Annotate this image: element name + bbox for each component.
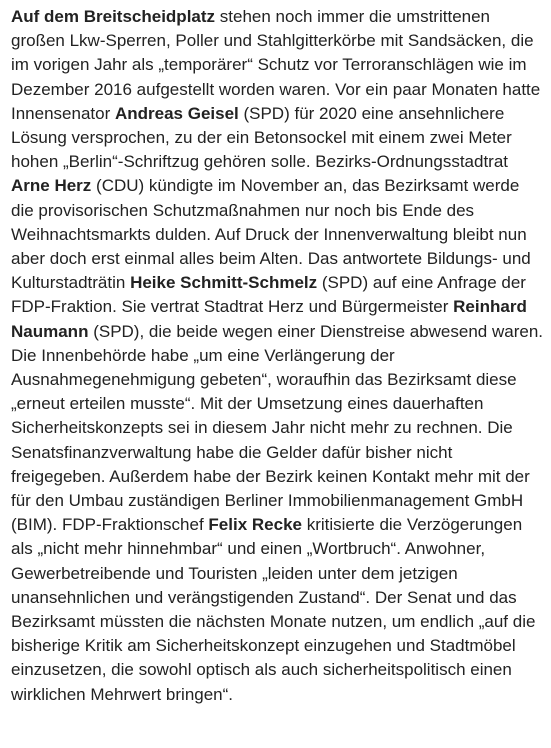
text-line bbox=[11, 102, 541, 126]
person-name-bold: Naumann bbox=[11, 321, 89, 341]
text-line bbox=[11, 562, 541, 586]
text-line bbox=[11, 489, 541, 513]
text-run: bisherige Kritik am Sicherheitskonzept einzugehen und Stadtmöbel bbox=[11, 636, 516, 656]
text-line bbox=[11, 392, 541, 416]
text-run: (SPD), die beide wegen einer Dienstreise abwesend waren. bbox=[88, 321, 543, 341]
text-run: großen Lkw-Sperren, Poller und Stahlgitterkörbe mit Sandsäcken, die bbox=[11, 31, 534, 51]
text-line bbox=[11, 223, 541, 247]
text-run: Senatsfinanzverwaltung habe die Gelder dafür bisher nicht bbox=[11, 442, 453, 462]
text-run: (CDU) kündigte im November an, das Bezirksamt werde bbox=[91, 176, 520, 196]
text-run: freigegeben. Außerdem habe der Bezirk keinen Kontakt mehr mit der bbox=[11, 466, 530, 486]
person-name-bold: Reinhard bbox=[453, 297, 527, 317]
text-run: wirklichen Mehrwert bringen“. bbox=[11, 684, 234, 704]
text-run: Die Innenbehörde habe „um eine Verlängerung der bbox=[11, 345, 395, 365]
text-line bbox=[11, 150, 541, 174]
text-run: stehen noch immer die umstrittenen bbox=[215, 7, 491, 26]
text-run: Lösung versprochen, zu der ein Betonsockel mit einem zwei Meter bbox=[11, 128, 512, 148]
text-line bbox=[11, 320, 541, 344]
text-line bbox=[11, 53, 541, 77]
text-run: Gewerbetreibende und Touristen „leiden unter dem jetzigen bbox=[11, 563, 458, 583]
text-run: Weihnachtsmarkts dulden. Auf Druck der Innenverwaltung bleibt nun bbox=[11, 224, 527, 244]
text-line bbox=[11, 295, 541, 319]
text-run: kritisierte die Verzögerungen bbox=[301, 515, 523, 535]
text-line bbox=[11, 126, 541, 150]
text-run: im vorigen Jahr als „temporärer“ Schutz vor Terroranschlägen wie im bbox=[11, 55, 527, 75]
text-line bbox=[11, 344, 541, 368]
text-line bbox=[11, 513, 541, 537]
text-line bbox=[11, 247, 541, 271]
text-run: einzusetzen, die sowohl optisch als auch sicherheitspolitisch einen bbox=[11, 660, 512, 680]
text-line bbox=[11, 537, 541, 561]
person-name-bold: Andreas Geisel bbox=[114, 103, 239, 123]
text-run: „erneut erteilen musste“. Mit der Umsetzung eines dauerhaften bbox=[11, 394, 484, 414]
text-line bbox=[11, 174, 541, 198]
person-name-bold: Felix Recke bbox=[208, 515, 302, 535]
text-line bbox=[11, 683, 541, 707]
person-name-bold: Arne Herz bbox=[11, 176, 92, 196]
text-line bbox=[11, 199, 541, 223]
text-run: für den Umbau zuständigen Berliner Immobilienmanagement GmbH bbox=[11, 491, 524, 511]
text-run: (SPD) für 2020 eine ansehnlichere bbox=[238, 103, 505, 123]
text-line bbox=[11, 658, 541, 682]
text-line bbox=[11, 610, 541, 634]
text-run: FDP-Fraktion. Sie vertrat Stadtrat Herz und Bürgermeister bbox=[11, 297, 454, 317]
text-line bbox=[11, 271, 541, 295]
text-line bbox=[11, 634, 541, 658]
text-run: Kulturstadträtin bbox=[11, 273, 131, 293]
text-run: Bezirksamt müssten die nächsten Monate nutzen, um endlich „auf die bbox=[11, 612, 536, 632]
text-run: (SPD) auf eine Anfrage der bbox=[317, 273, 526, 293]
text-run: Ausnahmegenehmigung gebeten“, woraufhin das Bezirksamt diese bbox=[11, 370, 517, 390]
text-line bbox=[11, 78, 541, 102]
text-run: hohen „Berlin“-Schriftzug gehören solle. Bezirks-Ordnungsstadtrat bbox=[11, 152, 509, 172]
text-run: die provisorischen Schutzmaßnahmen nur noch bis Ende des bbox=[11, 200, 475, 220]
person-name-bold: Heike Schmitt-Schmelz bbox=[130, 273, 318, 293]
text-line bbox=[11, 368, 541, 392]
text-line bbox=[11, 29, 541, 53]
text-run: Sicherheitskonzepts sei in diesem Jahr nicht mehr zu rechnen. Die bbox=[11, 418, 513, 438]
text-run: Innensenator bbox=[11, 103, 115, 123]
text-line bbox=[11, 416, 541, 440]
text-run: als „nicht mehr hinnehmbar“ und einen „Wortbruch“. Anwohner, bbox=[11, 539, 486, 559]
text-run: aber doch erst einmal alles beim Alten. Das antwortete Bildungs- und bbox=[11, 249, 531, 269]
text-run: unansehnlichen und verängstigenden Zustand“. Der Senat und das bbox=[11, 587, 517, 607]
text-run: (BIM). FDP-Fraktionschef bbox=[11, 515, 209, 535]
text-line bbox=[11, 465, 541, 489]
text-line bbox=[11, 586, 541, 610]
person-name-bold: Auf dem Breitscheidplatz bbox=[11, 7, 216, 26]
text-run: Dezember 2016 aufgestellt worden waren. Vor ein paar Monaten hatte bbox=[11, 79, 541, 99]
text-line bbox=[11, 441, 541, 465]
text-line bbox=[11, 5, 541, 29]
